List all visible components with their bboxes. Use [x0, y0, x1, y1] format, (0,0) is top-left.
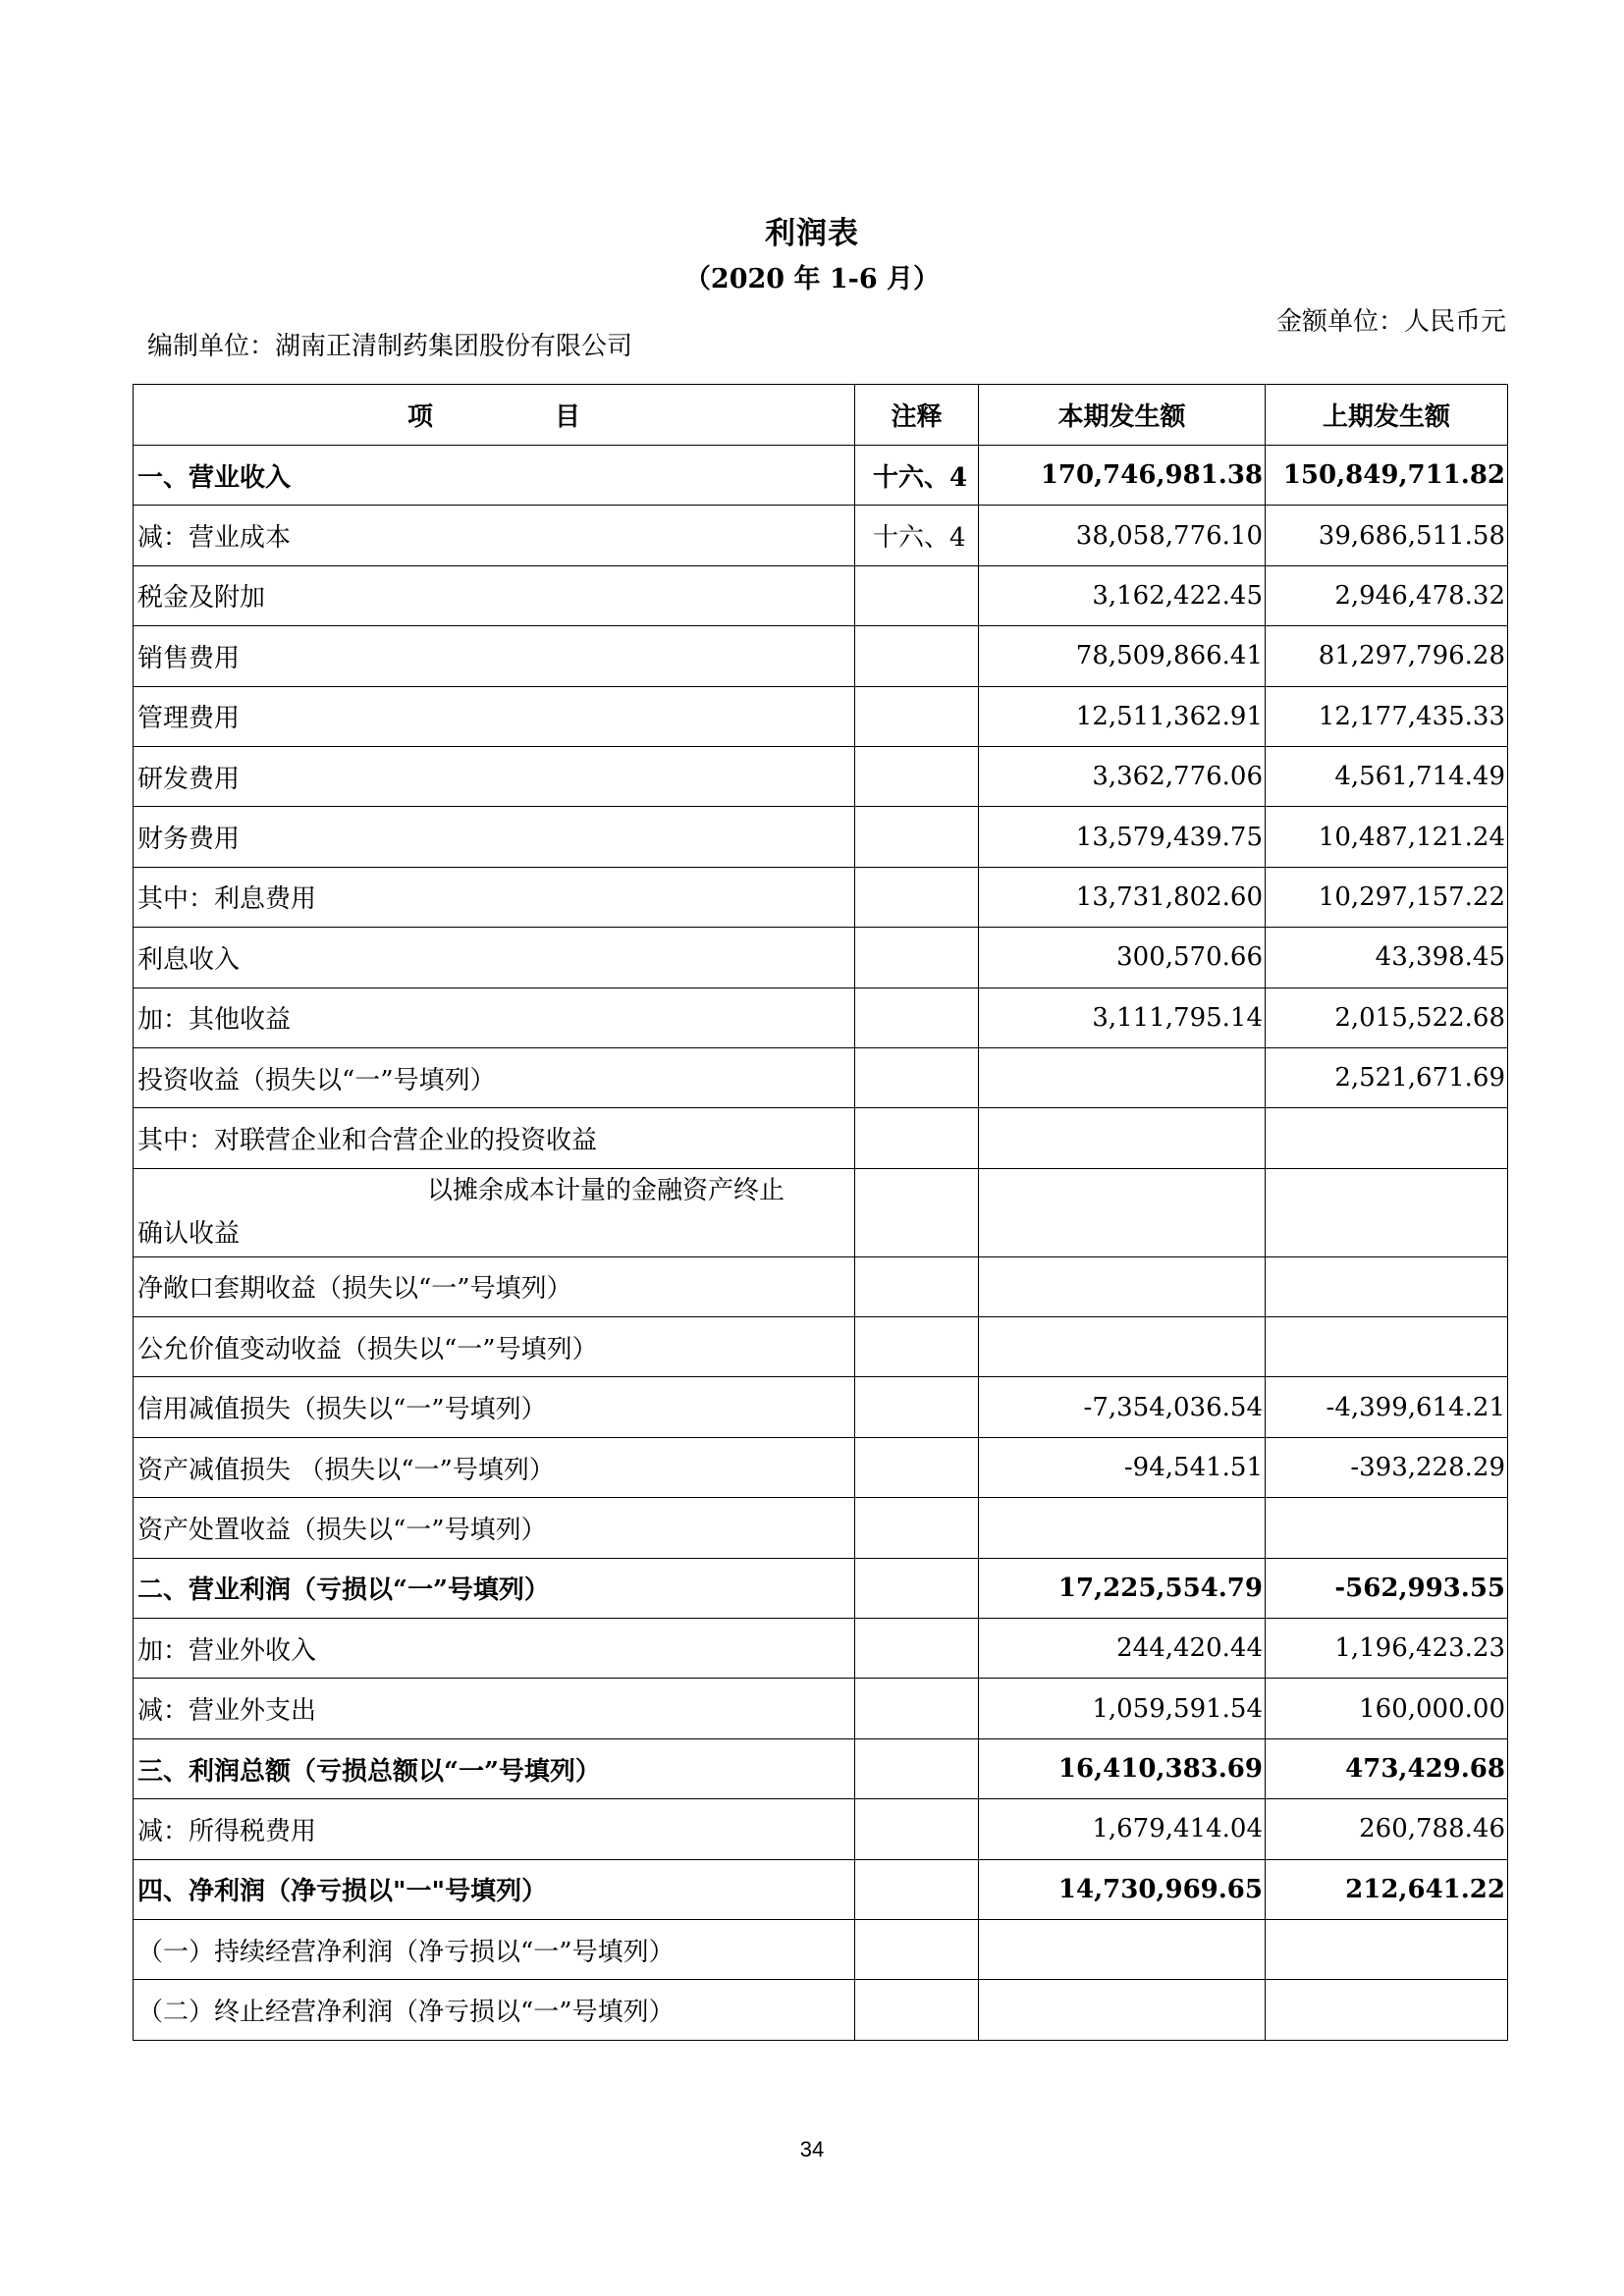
row-note: [855, 1679, 979, 1738]
row-current: 14,730,969.65: [979, 1859, 1266, 1919]
row-previous: 4,561,714.49: [1266, 746, 1508, 806]
row-note: [855, 1377, 979, 1437]
row-current: 16,410,383.69: [979, 1738, 1266, 1798]
row-label: 其中：利息费用: [134, 867, 855, 927]
row-note: [855, 1859, 979, 1919]
row-previous: 160,000.00: [1266, 1679, 1508, 1738]
row-note: [855, 807, 979, 867]
table-row: [134, 565, 1508, 625]
row-label: 利息收入: [134, 928, 855, 988]
row-note: [855, 1437, 979, 1497]
row-previous: [1266, 1108, 1508, 1168]
row-label: 资产处置收益（损失以“一”号填列）: [134, 1498, 855, 1558]
row-current: [979, 1256, 1266, 1316]
row-label: 税金及附加: [134, 565, 855, 625]
table-row: [134, 1558, 1508, 1618]
row-previous: -4,399,614.21: [1266, 1377, 1508, 1437]
row-current: 13,579,439.75: [979, 807, 1266, 867]
row-label: 销售费用: [134, 626, 855, 686]
row-current: 12,511,362.91: [979, 686, 1266, 746]
row-note: [855, 746, 979, 806]
row-label: 减：所得税费用: [134, 1799, 855, 1859]
table-row: [134, 506, 1508, 565]
page-number: 34: [799, 2137, 825, 2162]
row-label: 管理费用: [134, 686, 855, 746]
row-label: 净敞口套期收益（损失以“一”号填列）: [134, 1256, 855, 1316]
row-previous: 473,429.68: [1266, 1738, 1508, 1798]
report-period: （2020 年 1-6 月）: [683, 264, 941, 294]
row-label: 减：营业外支出: [134, 1679, 855, 1738]
row-previous: 2,015,522.68: [1266, 988, 1508, 1047]
row-note: 十六、4: [855, 506, 979, 565]
table-row: [134, 1377, 1508, 1437]
row-current: 3,362,776.06: [979, 746, 1266, 806]
table-row: [134, 1047, 1508, 1107]
row-note: [855, 1558, 979, 1618]
row-label: 四、净利润（净亏损以"一"号填列）: [134, 1859, 855, 1919]
compiler-unit: 编制单位：湖南正清制药集团股份有限公司: [147, 332, 633, 361]
row-label: （二）终止经营净利润（净亏损以“一”号填列）: [134, 1980, 855, 2040]
row-previous: 2,521,671.69: [1266, 1047, 1508, 1107]
row-label: 加：其他收益: [134, 988, 855, 1047]
row-current: [979, 1317, 1266, 1377]
header-note: 注释: [855, 385, 979, 446]
row-note: [855, 928, 979, 988]
table-row: [134, 1738, 1508, 1798]
row-label: 一、营业收入: [134, 446, 855, 506]
row-current: [979, 1108, 1266, 1168]
table-row: [134, 807, 1508, 867]
row-note: [855, 1919, 979, 1979]
table-row: [134, 446, 1508, 506]
row-previous: 12,177,435.33: [1266, 686, 1508, 746]
table-row: [134, 867, 1508, 927]
row-current: -94,541.51: [979, 1437, 1266, 1497]
row-note: [855, 1799, 979, 1859]
row-label: 资产减值损失 （损失以“一”号填列）: [134, 1437, 855, 1497]
table-row: [134, 1980, 1508, 2040]
row-current: [979, 1919, 1266, 1979]
table-row: [134, 928, 1508, 988]
table-row: [134, 1498, 1508, 1558]
row-previous: [1266, 1168, 1508, 1256]
row-label: 其中：对联营企业和合营企业的投资收益: [134, 1108, 855, 1168]
table-header-row: [134, 385, 1508, 446]
row-current: [979, 1498, 1266, 1558]
row-label: 加：营业外收入: [134, 1619, 855, 1679]
table-row: [134, 686, 1508, 746]
table-row: [134, 1168, 1508, 1256]
row-previous: 10,487,121.24: [1266, 807, 1508, 867]
row-current: [979, 1168, 1266, 1256]
row-note: [855, 1108, 979, 1168]
table-row: [134, 1919, 1508, 1979]
row-label: 公允价值变动收益（损失以“一”号填列）: [134, 1317, 855, 1377]
header-current: 本期发生额: [979, 385, 1266, 446]
row-current: -7,354,036.54: [979, 1377, 1266, 1437]
row-note: [855, 1498, 979, 1558]
header-previous: 上期发生额: [1266, 385, 1508, 446]
row-note: [855, 686, 979, 746]
row-current: 3,111,795.14: [979, 988, 1266, 1047]
row-note: [855, 1619, 979, 1679]
row-note: [855, 1738, 979, 1798]
row-label: 研发费用: [134, 746, 855, 806]
row-previous: [1266, 1256, 1508, 1316]
row-current: 1,679,414.04: [979, 1799, 1266, 1859]
row-current: 170,746,981.38: [979, 446, 1266, 506]
row-label: 三、利润总额（亏损总额以“一”号填列）: [134, 1738, 855, 1798]
table-row: [134, 1437, 1508, 1497]
row-previous: [1266, 1317, 1508, 1377]
table-row: [134, 1619, 1508, 1679]
row-label: （一）持续经营净利润（净亏损以“一”号填列）: [134, 1919, 855, 1979]
row-note: 十六、4: [855, 446, 979, 506]
income-statement-table: [133, 384, 1508, 2041]
row-previous: 81,297,796.28: [1266, 626, 1508, 686]
page-title: 利润表: [765, 216, 859, 251]
row-label: 投资收益（损失以“一”号填列）: [134, 1047, 855, 1107]
row-label: 信用减值损失（损失以“一”号填列）: [134, 1377, 855, 1437]
table-row: [134, 746, 1508, 806]
row-current: 13,731,802.60: [979, 867, 1266, 927]
table-row: [134, 1108, 1508, 1168]
row-previous: -562,993.55: [1266, 1558, 1508, 1618]
row-previous: 43,398.45: [1266, 928, 1508, 988]
row-previous: -393,228.29: [1266, 1437, 1508, 1497]
row-label: 以摊余成本计量的金融资产终止 确认收益: [134, 1168, 855, 1256]
row-current: 78,509,866.41: [979, 626, 1266, 686]
row-previous: 260,788.46: [1266, 1799, 1508, 1859]
row-note: [855, 626, 979, 686]
table-row: [134, 626, 1508, 686]
row-current: 244,420.44: [979, 1619, 1266, 1679]
row-note: [855, 1317, 979, 1377]
row-previous: [1266, 1980, 1508, 2040]
row-note: [855, 988, 979, 1047]
table-row: [134, 1859, 1508, 1919]
row-previous: 150,849,711.82: [1266, 446, 1508, 506]
row-previous: 10,297,157.22: [1266, 867, 1508, 927]
row-previous: 2,946,478.32: [1266, 565, 1508, 625]
row-current: 17,225,554.79: [979, 1558, 1266, 1618]
row-note: [855, 1047, 979, 1107]
currency-unit: 金额单位：人民币元: [1275, 307, 1506, 337]
row-previous: 212,641.22: [1266, 1859, 1508, 1919]
row-previous: [1266, 1919, 1508, 1979]
row-label: 财务费用: [134, 807, 855, 867]
table-row: [134, 1799, 1508, 1859]
row-note: [855, 1168, 979, 1256]
table-row: [134, 988, 1508, 1047]
row-note: [855, 1256, 979, 1316]
row-note: [855, 565, 979, 625]
table-row: [134, 1256, 1508, 1316]
row-current: 1,059,591.54: [979, 1679, 1266, 1738]
row-previous: 1,196,423.23: [1266, 1619, 1508, 1679]
row-current: [979, 1980, 1266, 2040]
row-current: [979, 1047, 1266, 1107]
table-row: [134, 1317, 1508, 1377]
header-item: 项 目: [134, 385, 855, 446]
table-row: [134, 1679, 1508, 1738]
row-previous: [1266, 1498, 1508, 1558]
row-note: [855, 1980, 979, 2040]
row-current: 300,570.66: [979, 928, 1266, 988]
row-current: 38,058,776.10: [979, 506, 1266, 565]
row-note: [855, 867, 979, 927]
row-previous: 39,686,511.58: [1266, 506, 1508, 565]
row-label: 减：营业成本: [134, 506, 855, 565]
row-current: 3,162,422.45: [979, 565, 1266, 625]
row-label: 二、营业利润（亏损以“一”号填列）: [134, 1558, 855, 1618]
